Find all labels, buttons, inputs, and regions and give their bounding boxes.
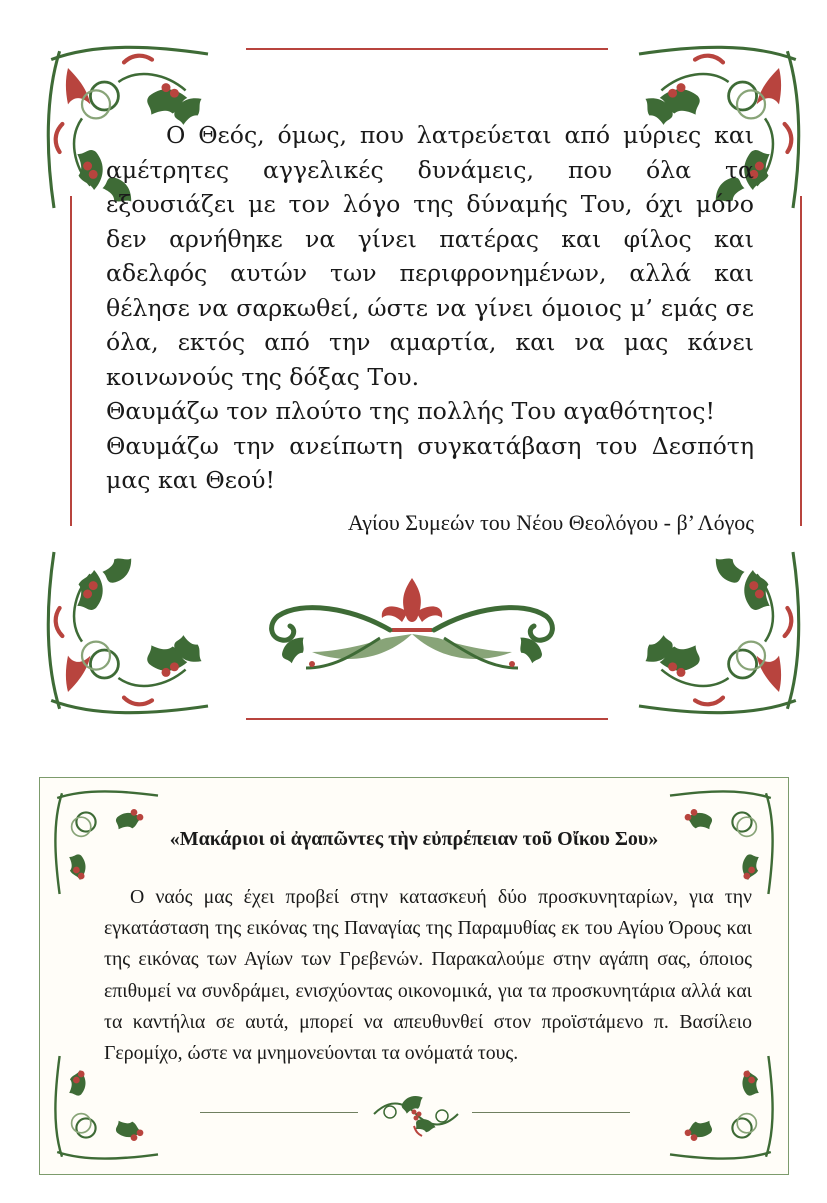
notice-paragraph: Ο ναός μας έχει προβεί στην κατασκευή δύο προσκυνηταρίων, για την εγκατάσταση της εικόνας της Παναγίας της Παραμυθίας εκ του Αγίου Όρους και της εικόνας των Αγίων των Γρεβενών. Παρακαλούμε στην αγάπη σας, όποιος επιθυμεί να συνδράμει, ενισχύοντας οικονομικά, για τα προσκυνητάρια αλλά και τα καντήλια σε αυτά, μπορεί να απευθυνθεί στον προϊστάμενο π. Βασίλειο Γερομίχο, ώστε να μνημονεύονται τα ονόματά τους. [104,886,752,1065]
frame-left-line [70,196,72,526]
quote-attribution: Αγίου Συμεών του Νέου Θεολόγου - β’ Λόγος [347,510,754,535]
frame-bottom-line [246,718,608,720]
fleur-de-lis-ornament [262,572,562,682]
quote-paragraph-2: Θαυμάζω τον πλούτο της πολλής Του αγαθότητος! [106,397,715,425]
notice-divider-left [200,1112,358,1113]
notice-title: «Μακάριοι οἱ ἀγαπῶντες τὴν εὐπρέπειαν τοῦ Οἴκου Σου» [169,828,659,850]
frame-top-line [246,48,608,50]
notice-holly-ornament [368,1090,464,1140]
quote-text [106,118,754,498]
frame-right-line [800,196,802,526]
notice-divider-right [472,1112,630,1113]
quote-paragraph-3: Θαυμάζω την ανείπωτη συγκατάβαση του Δεσπότη μας και Θεού! [106,431,754,494]
corner-ornament-bottom-left [40,560,240,720]
notice-body [104,882,752,1069]
corner-ornament-bottom-right [607,560,807,720]
quote-paragraph-1: Ο Θεός, όμως, που λατρεύεται από μύριες και αμέτρητες αγγελικές δυνάμεις, που όλα τα εξουσιάζει με τον λόγο της δύναμής Του, όχι μόνο δεν αρνήθηκε να γίνει πατέρας και φίλος και αδελφός αυτών των περιφρονημένων, αλλά και θέλησε να σαρκωθεί, ώστε να γίνει όμοιος μ’ εμάς σε όλα, εκτός από την αμαρτία, και να μας κάνει κοινωνούς της δόξας Του. [106,121,754,391]
